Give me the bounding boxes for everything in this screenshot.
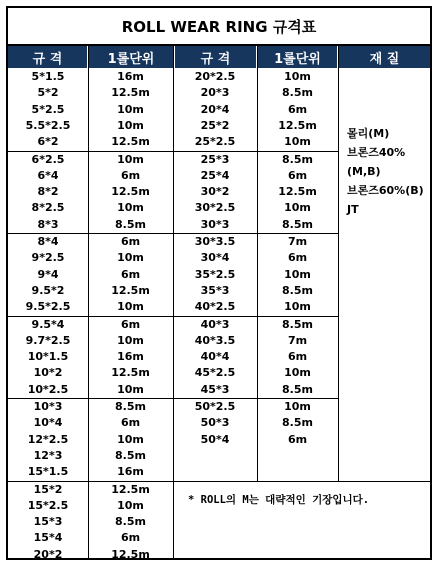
left-unit-cell: 8.5m [115, 217, 146, 231]
material-item: 몰리(M) [347, 127, 390, 140]
left-spec-cell: 20*2 [33, 547, 63, 561]
left-spec-cell: 8*4 [37, 235, 59, 248]
left-unit-cell: 6m [120, 416, 141, 430]
left-unit-cell: 6m [120, 168, 141, 182]
left-unit-cell: 10m [117, 251, 144, 265]
left-spec-cell: 12*2.5 [27, 432, 69, 446]
left-spec-cell: 15*3 [33, 515, 63, 529]
material-list [347, 124, 430, 219]
right-spec-cell: 45*2.5 [194, 366, 236, 380]
left-unit-cell: 10m [117, 201, 144, 215]
left-spec-cell: 8*3 [37, 217, 59, 231]
right-spec-cell: 20*3 [200, 86, 230, 100]
col-divider [338, 46, 339, 481]
left-spec-cell: 15*2.5 [27, 498, 69, 512]
row-divider [173, 481, 430, 482]
left-unit-cell: 10m [117, 382, 144, 396]
right-spec-cell: 30*3 [200, 217, 230, 231]
left-spec-cell: 5*1.5 [31, 70, 65, 83]
left-unit-cell: 12.5m [111, 482, 150, 496]
right-unit-cell: 7m [287, 235, 308, 248]
right-unit-cell: 10m [284, 400, 311, 413]
right-unit-cell: 10m [284, 300, 311, 314]
right-spec-cell: 30*2.5 [194, 201, 236, 215]
right-spec-cell: 25*2.5 [194, 135, 236, 149]
left-spec-cell: 15*2 [33, 482, 63, 496]
right-unit-cell: 10m [284, 201, 311, 215]
left-spec-cell: 9.5*4 [31, 317, 65, 331]
left-unit-cell: 10m [117, 300, 144, 314]
left-unit-cell: 12.5m [111, 283, 150, 297]
left-spec-cell: 15*4 [33, 531, 63, 545]
material-item: 브론즈40%(M,B) [347, 146, 406, 178]
left-unit-cell: 6m [120, 317, 141, 331]
right-spec-cell: 40*3.5 [194, 333, 236, 347]
right-unit-cell: 12.5m [278, 185, 317, 199]
right-unit-cell: 8.5m [282, 86, 313, 100]
right-spec-cell: 50*4 [200, 432, 230, 446]
header-spec-left: 규 격 [8, 46, 87, 68]
left-spec-cell: 15*1.5 [27, 465, 69, 479]
left-spec-cell: 6*4 [37, 168, 59, 182]
right-unit-cell: 10m [284, 70, 311, 83]
right-spec-cell: 25*2 [200, 118, 230, 132]
left-unit-cell: 12.5m [111, 547, 150, 561]
material-item: 브론즈60%(B) [347, 184, 424, 197]
header-unit-left: 1롤단위 [89, 46, 173, 68]
right-unit-cell: 8.5m [282, 382, 313, 396]
right-unit-cell: 6m [287, 102, 308, 116]
right-unit-cell: 8.5m [282, 152, 313, 166]
left-unit-cell: 12.5m [111, 135, 150, 149]
left-unit-cell: 8.5m [115, 515, 146, 529]
left-unit-cell: 16m [117, 70, 144, 83]
left-unit-cell: 16m [117, 350, 144, 364]
right-spec-cell: 50*2.5 [194, 400, 236, 413]
left-unit-cell: 16m [117, 465, 144, 479]
right-unit-cell: 8.5m [282, 317, 313, 331]
left-unit-cell: 12.5m [111, 86, 150, 100]
left-unit-cell: 8.5m [115, 448, 146, 462]
right-spec-cell: 50*3 [200, 416, 230, 430]
left-unit-cell: 10m [117, 498, 144, 512]
right-unit-cell: 10m [284, 267, 311, 281]
left-spec-cell: 5.5*2.5 [25, 118, 71, 132]
right-spec-cell: 25*3 [200, 152, 230, 166]
page-title: ROLL WEAR RING 규격표 [8, 8, 430, 46]
left-unit-cell: 10m [117, 152, 144, 166]
material-item: JT [347, 203, 359, 216]
right-unit-cell: 6m [287, 168, 308, 182]
right-spec-cell: 30*2 [200, 185, 230, 199]
left-spec-cell: 10*1.5 [27, 350, 69, 364]
left-spec-cell: 10*3 [33, 400, 63, 413]
header-unit-right: 1롤단위 [258, 46, 337, 68]
left-spec-cell: 10*2.5 [27, 382, 69, 396]
right-spec-cell: 35*2.5 [194, 267, 236, 281]
left-spec-cell: 9.5*2.5 [25, 300, 71, 314]
header-material: 재 질 [339, 46, 430, 68]
left-spec-cell: 12*3 [33, 448, 63, 462]
left-unit-cell: 8.5m [115, 400, 146, 413]
right-spec-cell: 30*4 [200, 251, 230, 265]
right-unit-cell: 7m [287, 333, 308, 347]
left-spec-cell: 10*4 [33, 416, 63, 430]
left-unit-cell: 10m [117, 333, 144, 347]
left-spec-cell: 10*2 [33, 366, 63, 380]
right-unit-cell: 6m [287, 251, 308, 265]
right-spec-cell: 35*3 [200, 283, 230, 297]
footnote: * ROLL의 M는 대략적인 기장입니다. [188, 494, 370, 506]
right-unit-cell: 8.5m [282, 283, 313, 297]
left-unit-cell: 10m [117, 432, 144, 446]
right-unit-cell: 6m [287, 350, 308, 364]
right-unit-cell: 6m [287, 432, 308, 446]
left-unit-cell: 6m [120, 531, 141, 545]
left-unit-cell: 10m [117, 118, 144, 132]
right-spec-cell: 30*3.5 [194, 235, 236, 248]
left-spec-cell: 6*2 [37, 135, 59, 149]
left-spec-cell: 9.7*2.5 [25, 333, 71, 347]
right-spec-cell: 40*2.5 [194, 300, 236, 314]
left-unit-cell: 6m [120, 235, 141, 248]
right-spec-cell: 40*3 [200, 317, 230, 331]
left-unit-cell: 10m [117, 102, 144, 116]
left-spec-cell: 5*2 [37, 86, 59, 100]
right-unit-cell: 12.5m [278, 118, 317, 132]
right-spec-cell: 20*4 [200, 102, 230, 116]
left-spec-cell: 8*2 [37, 185, 59, 199]
left-unit-cell: 6m [120, 267, 141, 281]
right-unit-cell: 10m [284, 366, 311, 380]
right-unit-cell: 10m [284, 135, 311, 149]
right-spec-cell: 40*4 [200, 350, 230, 364]
left-spec-cell: 6*2.5 [31, 152, 65, 166]
right-spec-cell: 45*3 [200, 382, 230, 396]
header-spec-right: 규 격 [175, 46, 256, 68]
right-unit-cell: 8.5m [282, 217, 313, 231]
left-unit-cell: 12.5m [111, 185, 150, 199]
left-spec-cell: 9.5*2 [31, 283, 65, 297]
left-spec-cell: 5*2.5 [31, 102, 65, 116]
spec-sheet [6, 6, 432, 560]
left-spec-cell: 9*4 [37, 267, 59, 281]
left-unit-cell: 12.5m [111, 366, 150, 380]
right-unit-cell: 8.5m [282, 416, 313, 430]
right-spec-cell: 25*4 [200, 168, 230, 182]
left-spec-cell: 8*2.5 [31, 201, 65, 215]
left-spec-cell: 9*2.5 [31, 251, 65, 265]
right-spec-cell: 20*2.5 [194, 70, 236, 83]
